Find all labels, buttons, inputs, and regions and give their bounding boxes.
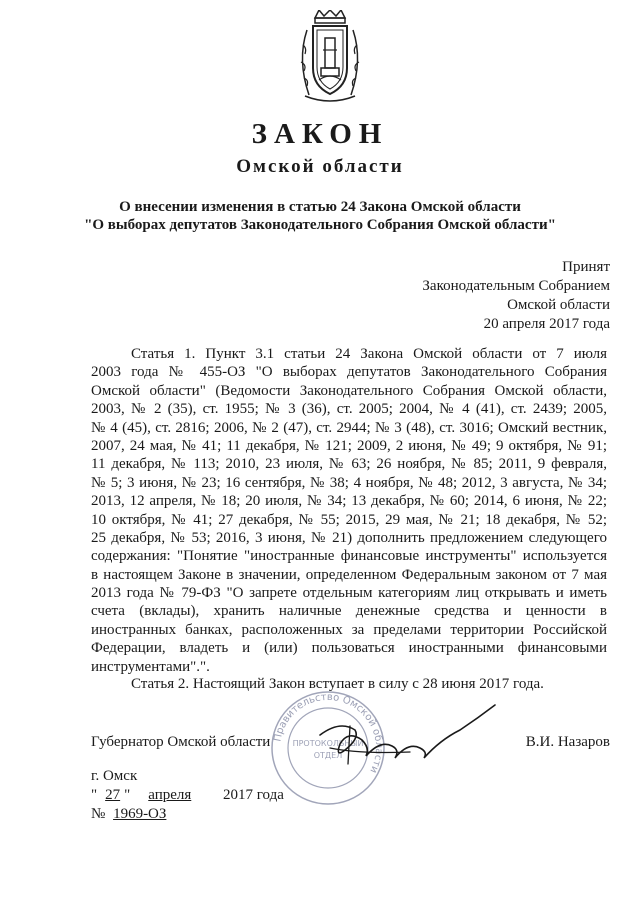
article-1-line: Статья 1. Пункт 3.1 статьи 24 Закона Омской области от 7 июля	[131, 346, 607, 362]
adoption-block	[422, 258, 610, 334]
article-1-line: содержания: "Понятие "иностранные финансовые инструменты" используется	[91, 548, 607, 565]
document-title: ЗАКОН	[251, 118, 389, 150]
article-1-line: 2013, 12 апреля, № 18; 20 июля, № 34; 13 декабря, № 60; 2014, 6 июня, № 22;	[91, 493, 607, 510]
article-1-line: 2003 года № 455-ОЗ "О выборах депутатов Законодательного Собрания	[91, 364, 607, 381]
article-1-line: счета (вклады), хранить наличные денежные средства и ценности в	[91, 603, 607, 620]
article-1-line: 2003, № 2 (35), ст. 1955; № 3 (36), ст. 2005; 2004, № 4 (41), ст. 2439; 2005,	[91, 401, 607, 418]
article-1-line: Федерации, владеть и (или) пользоваться иностранными финансовыми	[91, 640, 607, 657]
handwritten-signature	[300, 700, 500, 780]
article-1-line: 10 октября, № 41; 27 декабря, № 55; 2015, 29 мая, № 21; 18 декабря, № 52;	[91, 511, 607, 528]
article-1-line: 2007, 24 мая, № 41; 11 декабря, № 121; 2009, 2 июня, № 49; 9 октября, № 91;	[91, 437, 607, 454]
stamp-inner-text: ПРОТОКОЛЬНЫЙ	[292, 739, 364, 748]
omsk-coat-of-arms-icon	[295, 10, 365, 105]
signing-day: 27	[105, 787, 121, 803]
article-1-line: 11 декабря, № 113; 2010, 23 июля, № 63; 26 ноября, № 85; 2011, 9 февраля,	[91, 456, 607, 473]
article-2: Статья 2. Настоящий Закон вступает в силу с 28 июня 2017 года.	[131, 676, 544, 692]
document-subtitle: Омской области	[236, 156, 404, 177]
article-1-line: 2013 года № 79-ФЗ "О запрете отдельным категориям лиц открывать и иметь	[91, 585, 607, 602]
stamp-outer-text: Правительство Омской области	[272, 691, 385, 775]
signing-month: апреля	[148, 787, 192, 803]
law-number-value: 1969-ОЗ	[113, 806, 167, 822]
article-1-line: иностранных банках, расположенных за пределами территории Российской	[91, 621, 607, 638]
law-number	[91, 806, 166, 823]
law-number-prefix: №	[91, 806, 106, 822]
adoption-line: Принят	[562, 259, 610, 275]
law-subject	[0, 198, 640, 234]
stamp-inner-text: ОТДЕЛ	[313, 751, 343, 760]
adoption-line: Законодательным Собранием	[422, 278, 610, 294]
article-1-line: № 5; 3 июня, № 23; 16 сентября, № 38; 4 ноября, № 48; 2012, 3 августа, № 34;	[91, 474, 607, 491]
law-subject-line: О внесении изменения в статью 24 Закона Омской области	[119, 199, 521, 215]
article-1-line: № 4 (45), ст. 2816; 2006, № 2 (47), ст. 2944; № 3 (48), ст. 3016; Омский вестник,	[91, 419, 607, 436]
article-1-line: 25 декабря, № 53; 2016, 3 июня, № 21) дополнить предложением следующего	[91, 529, 607, 546]
signing-date: " 27 " апреля 2017 года	[91, 787, 284, 803]
adoption-date: 20 апреля 2017 года	[483, 316, 610, 332]
article-1	[91, 345, 607, 676]
signing-year: 2017 года	[223, 787, 284, 803]
governor-name: В.И. Назаров	[525, 734, 610, 750]
article-1-line: в настоящем Законе в значении, определенном Федеральным законом от 7 мая	[91, 566, 607, 583]
article-1-line: Омской области" (Ведомости Законодательного Собрания Омской области,	[91, 382, 607, 399]
law-subject-line: "О выборах депутатов Законодательного Собрания Омской области"	[84, 217, 556, 233]
article-1-line: инструментами".".	[91, 658, 210, 675]
adoption-line: Омской области	[507, 297, 610, 313]
signing-place: г. Омск	[91, 768, 138, 784]
governor-title: Губернатор Омской области	[91, 734, 271, 750]
